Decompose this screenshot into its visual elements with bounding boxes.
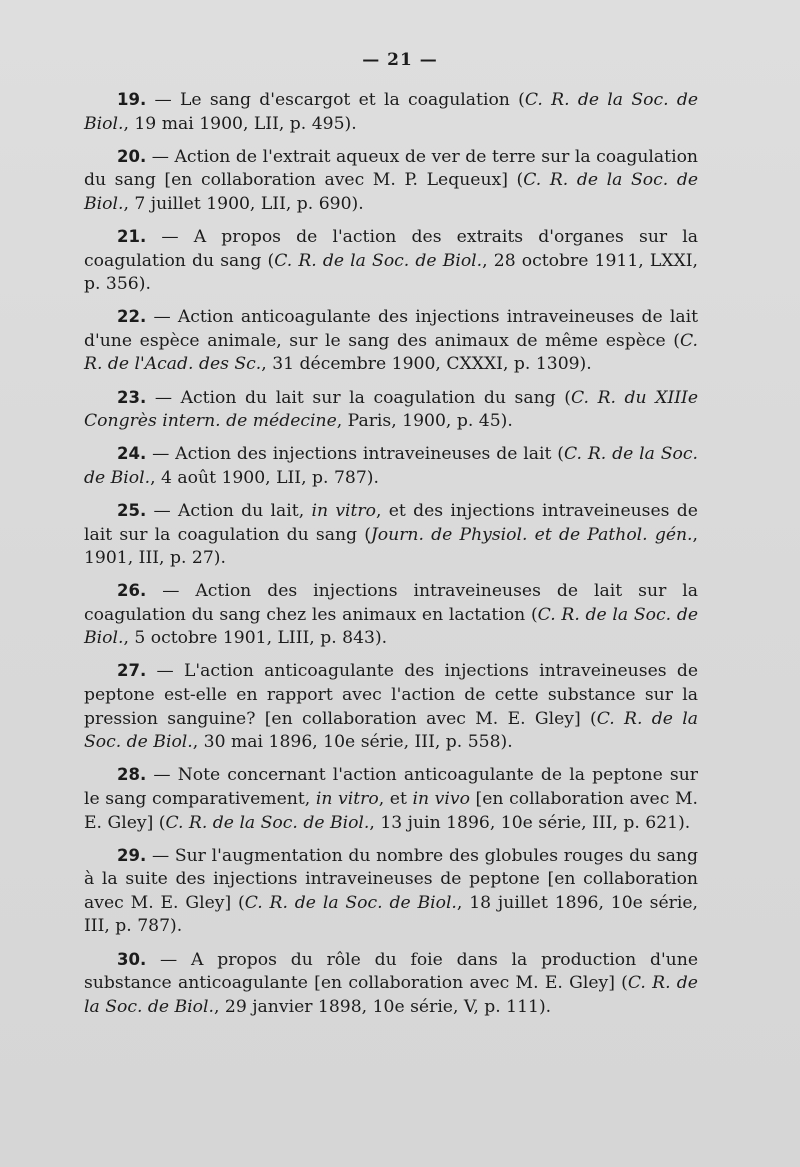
entry-text: , 1901, III, p. 27). <box>84 524 698 569</box>
entry-text: , 31 décembre 1900, CXXXI, p. 1309). <box>261 354 592 375</box>
bibliography-entry <box>84 579 698 651</box>
citation-source: in vitro <box>315 788 379 809</box>
entry-text: , 4 août 1900, LII, p. 787). <box>150 467 379 488</box>
citation-source: C. R. de la Soc. de Biol. <box>84 973 698 1017</box>
entry-text: , Paris, 1900, p. 45). <box>336 411 513 432</box>
entry-text: [en collaboration avec M. E. Gley] ( <box>84 788 699 833</box>
bibliography-entry <box>84 88 698 136</box>
bibliography-entry <box>84 145 698 217</box>
citation-source: in vivo <box>412 788 470 809</box>
entry-text: , et des injections intraveineuses de lait sur la coagulation du sang ( <box>84 500 698 545</box>
entry-text: — Action des injections intraveineuses de lait ( <box>146 444 564 465</box>
entry-text: , 19 mai 1900, LII, p. 495). <box>123 113 357 134</box>
citation-source: C. R. de la Soc. de Biol. <box>84 708 698 753</box>
page-number: — 21 — <box>362 50 438 70</box>
entry-text: — Sur l'augmentation du nombre des globules rouges du sang à la suite des injections intraveineuses de peptone [en collaboration avec M. E. Gley] ( <box>84 845 698 913</box>
entry-number: 27. <box>117 661 147 681</box>
entry-text: , 28 octobre 1911, LXXI, p. 356). <box>84 250 698 295</box>
entry-number: 22. <box>117 307 147 327</box>
entry-text: — Action anticoagulante des injections intraveineuses de lait d'une espèce animale, sur le sang des animaux de même espèce ( <box>84 307 698 351</box>
citation-source: C. R. du XIIIe Congrès intern. de médecine <box>84 387 698 432</box>
citation-source: C. R. de la Soc. de Biol. <box>165 812 370 833</box>
citation-source: Journ. de Physiol. et de Pathol. gén. <box>370 524 693 545</box>
entry-number: 20. <box>117 146 147 166</box>
entry-number: 28. <box>117 765 147 785</box>
entry-number: 25. <box>117 500 147 520</box>
entry-text: — A propos de l'action des extraits d'organes sur la coagulation du sang ( <box>84 226 698 271</box>
entry-number: 24. <box>117 444 147 464</box>
bibliography-list <box>84 88 698 1028</box>
entry-text: , 13 juin 1896, 10e série, III, p. 621). <box>369 812 691 833</box>
entry-text: , 18 juillet 1896, 10e série, III, p. 787). <box>84 892 698 937</box>
entry-text: — Action du lait sur la coagulation du sang ( <box>146 387 571 408</box>
citation-source: C. R. de l'Acad. des Sc. <box>84 330 698 375</box>
entry-number: 23. <box>117 387 147 407</box>
entry-text: — Action de l'extrait aqueux de ver de terre sur la coagulation du sang [en collaboration avec M. P. Lequeux] ( <box>84 146 698 191</box>
citation-source: C. R. de la Soc. de Biol. <box>84 604 698 649</box>
bibliography-entry <box>84 499 698 571</box>
entry-number: 26. <box>117 581 147 601</box>
citation-source: C. R. de la Soc. de Biol. <box>274 250 483 271</box>
entry-text: , 5 octobre 1901, LIII, p. 843). <box>123 628 388 649</box>
entry-text: — A propos du rôle du foie dans la production d'une substance anticoagulante [en collaboration avec M. E. Gley] ( <box>84 949 698 994</box>
bibliography-entry <box>84 386 698 434</box>
citation-source: C. R. de la Soc. de Biol. <box>84 90 698 134</box>
entry-number: 30. <box>117 949 147 969</box>
citation-source: C. R. de la Soc. de Biol. <box>84 444 698 488</box>
entry-number: 21. <box>117 226 147 246</box>
entry-text: , et <box>378 788 413 809</box>
entry-text: , 29 janvier 1898, 10e série, V, p. 111). <box>213 996 552 1017</box>
entry-text: , 30 mai 1896, 10e série, III, p. 558). <box>192 732 513 753</box>
entry-text: — Note concernant l'action anticoagulante de la peptone sur le sang comparativement, <box>84 765 698 809</box>
bibliography-entry <box>84 442 698 490</box>
entry-text: — Action du lait, <box>146 500 312 521</box>
bibliography-entry <box>84 305 698 377</box>
citation-source: C. R. de la Soc. de Biol. <box>84 170 699 214</box>
entry-number: 29. <box>117 845 147 865</box>
entry-number: 19. <box>117 90 147 109</box>
entry-text: — Action des injections intraveineuses de lait sur la coagulation du sang chez les animaux en lactation ( <box>84 581 698 625</box>
citation-source: C. R. de la Soc. de Biol. <box>244 892 457 913</box>
bibliography-entry <box>84 225 698 297</box>
bibliography-entry <box>84 763 698 835</box>
entry-text: — Le sang d'escargot et la coagulation ( <box>146 90 525 110</box>
entry-text: , 7 juillet 1900, LII, p. 690). <box>123 193 364 214</box>
entry-text: — L'action anticoagulante des injections intraveineuses de peptone est-elle en rapport avec l'action de cette substance sur la pression sanguine? [en collaboration avec M. E. Gley] ( <box>84 661 698 729</box>
bibliography-entry <box>84 844 698 939</box>
citation-source: in vitro <box>311 500 376 521</box>
bibliography-entry <box>84 659 698 754</box>
bibliography-entry <box>84 948 698 1020</box>
